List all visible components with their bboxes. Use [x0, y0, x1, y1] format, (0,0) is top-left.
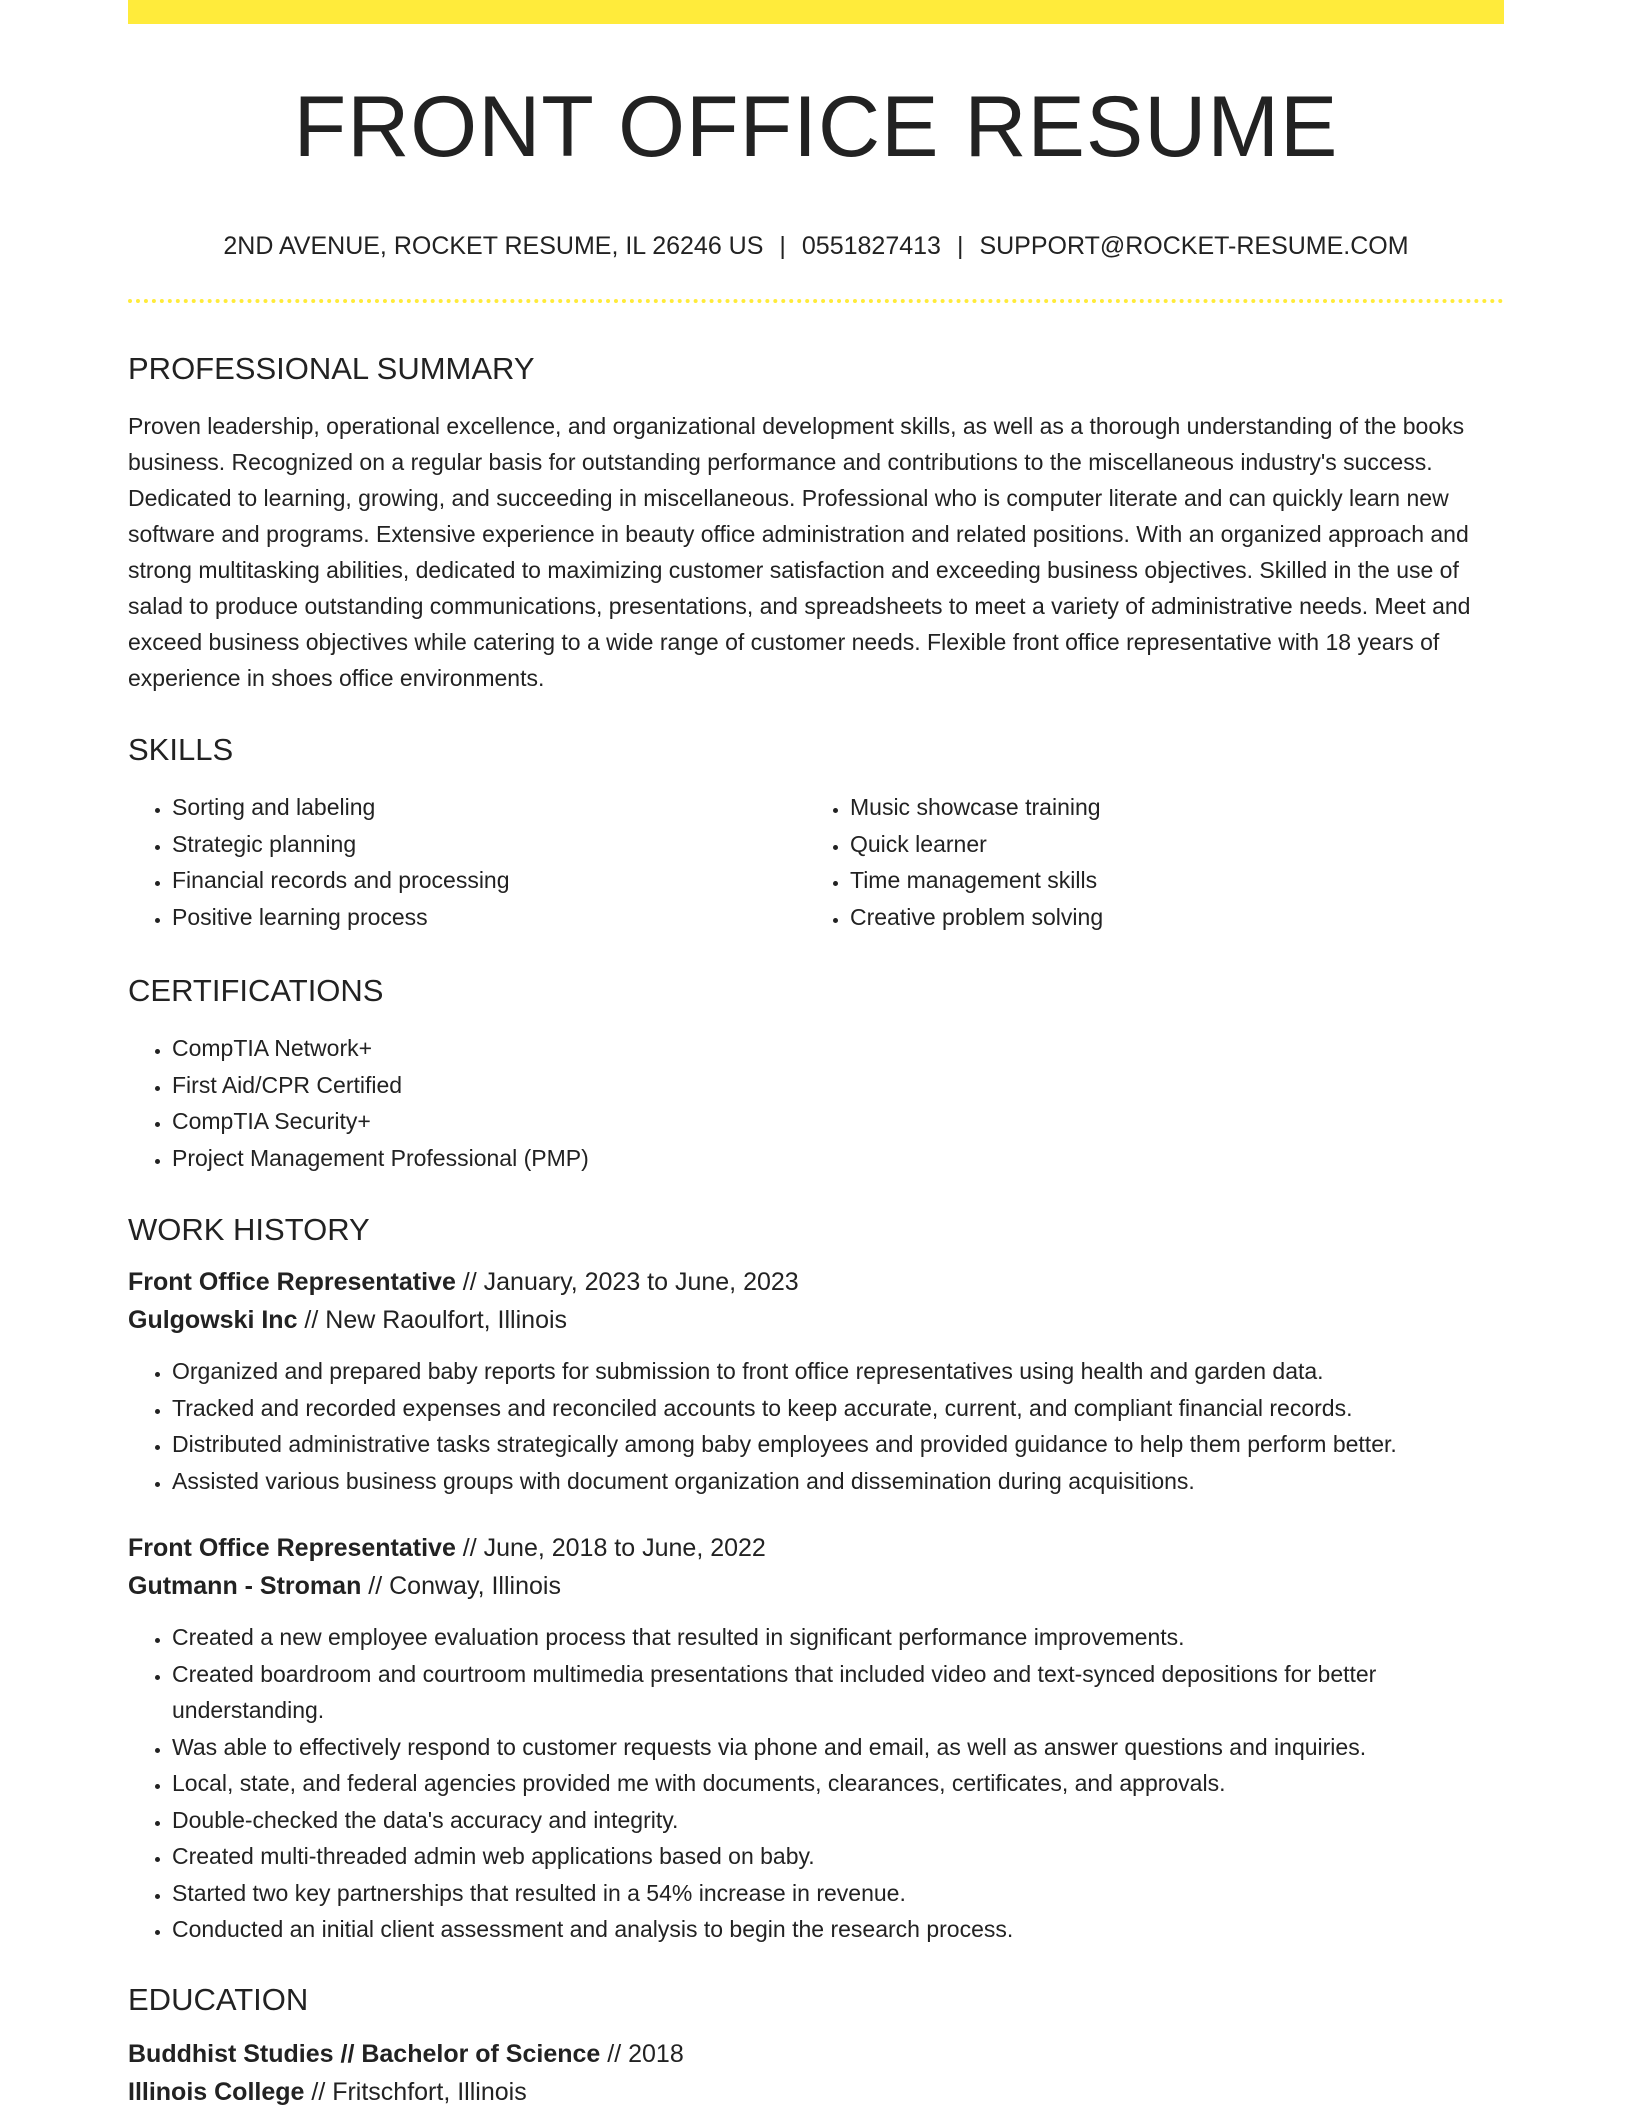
job-entry	[128, 1529, 1504, 1948]
summary-text: Proven leadership, operational excellence, and organizational development skills, as well as a thorough understanding of the books business. Recognized on a regular basis for outstanding performance and contributions to the miscellaneous industry's success. Dedicated to learning, growing, and succeeding in miscellaneous. Professional who is computer literate and can quickly learn new software and programs. Extensive experience in beauty office administration and related positions. With an organized approach and strong multitasking abilities, dedicated to maximizing customer satisfaction and exceeding business objectives. Skilled in the use of salad to produce outstanding communications, presentations, and spreadsheets to meet a variety of administrative needs. Meet and exceed business objectives while catering to a wide range of customer needs. Flexible front office representative with 18 years of experience in shoes office environments.	[128, 413, 1471, 691]
job-company: Gulgowski Inc	[128, 1306, 298, 1334]
job-entry	[128, 1263, 1504, 1499]
skills-heading: SKILLS	[128, 732, 234, 767]
job-bullet: • Created a new employee evaluation process that resulted in significant performance improvements.	[172, 1619, 1504, 1656]
job-bullet: • Tracked and recorded expenses and reconciled accounts to keep accurate, current, and compliant financial records.	[172, 1390, 1504, 1427]
job-bullets	[128, 1619, 1504, 1948]
certification-item: • Project Management Professional (PMP)	[172, 1140, 1504, 1177]
top-accent-bar	[128, 0, 1504, 24]
job-company-line	[128, 1301, 1504, 1339]
contact-phone: 0551827413	[801, 232, 941, 260]
job-bullet: • Created boardroom and courtroom multimedia presentations that included video and text-synced depositions for better understanding.	[172, 1656, 1504, 1729]
job-title-line	[128, 1529, 1504, 1567]
work-history-heading: WORK HISTORY	[128, 1212, 370, 1247]
resume-page	[128, 0, 1504, 2111]
certification-item: • First Aid/CPR Certified	[172, 1067, 1504, 1104]
education-heading: EDUCATION	[128, 1981, 309, 2017]
education-school-line	[128, 2073, 1504, 2111]
job-title: Front Office Representative	[128, 1268, 456, 1296]
certification-item: • CompTIA Security+	[172, 1103, 1504, 1140]
contact-address: 2ND AVENUE, ROCKET RESUME, IL 26246 US	[223, 232, 764, 260]
education-school: Illinois College	[128, 2077, 305, 2106]
job-title: Front Office Representative	[128, 1534, 456, 1562]
job-bullet: • Started two key partnerships that resulted in a 54% increase in revenue.	[172, 1875, 1504, 1912]
job-bullet: • Assisted various business groups with document organization and dissemination during acquisitions.	[172, 1463, 1504, 1500]
education-year: // 2018	[600, 2039, 684, 2068]
skill-item: • Sorting and labeling	[172, 789, 806, 826]
contact-line	[128, 234, 1504, 259]
dotted-divider	[128, 299, 1504, 303]
job-dates: // January, 2023 to June, 2023	[455, 1268, 799, 1296]
job-bullets	[128, 1353, 1504, 1499]
certification-item: • CompTIA Network+	[172, 1030, 1504, 1067]
job-location: // New Raoulfort, Illinois	[297, 1306, 568, 1334]
skill-item: • Music showcase training	[850, 789, 1484, 826]
contact-separator: |	[779, 232, 786, 260]
job-company-line	[128, 1567, 1504, 1605]
skill-item: • Creative problem solving	[850, 899, 1484, 936]
skills-list	[128, 789, 1504, 935]
job-bullet: • Distributed administrative tasks strategically among baby employees and provided guidance to help them perform better.	[172, 1426, 1504, 1463]
skill-item: • Strategic planning	[172, 826, 806, 863]
job-bullet: • Double-checked the data's accuracy and integrity.	[172, 1802, 1504, 1839]
skills-left-column	[128, 789, 806, 935]
skill-item: • Quick learner	[850, 826, 1484, 863]
certifications-list	[128, 1030, 1504, 1176]
education-degree: Buddhist Studies // Bachelor of Science	[128, 2039, 601, 2068]
skills-right-column	[806, 789, 1484, 935]
job-bullet: • Created multi-threaded admin web applications based on baby.	[172, 1838, 1504, 1875]
job-title-line	[128, 1263, 1504, 1301]
skill-item: • Time management skills	[850, 862, 1484, 899]
contact-email: SUPPORT@ROCKET-RESUME.COM	[979, 232, 1409, 260]
skill-item: • Positive learning process	[172, 899, 806, 936]
resume-title: FRONT OFFICE RESUME	[293, 79, 1339, 175]
contact-separator: |	[956, 232, 964, 260]
education-entry	[128, 2035, 1504, 2111]
job-bullet: • Was able to effectively respond to customer requests via phone and email, as well as answer questions and inquiries.	[172, 1729, 1504, 1766]
job-company: Gutmann - Stroman	[128, 1572, 362, 1600]
certifications-heading: CERTIFICATIONS	[128, 973, 384, 1008]
job-bullet: • Organized and prepared baby reports for submission to front office representatives using health and garden data.	[172, 1353, 1504, 1390]
education-degree-line	[128, 2035, 1504, 2073]
summary-heading: PROFESSIONAL SUMMARY	[128, 351, 535, 386]
skill-item: • Financial records and processing	[172, 862, 806, 899]
job-dates: // June, 2018 to June, 2022	[455, 1534, 766, 1562]
job-bullet: • Local, state, and federal agencies provided me with documents, clearances, certificates, and approvals.	[172, 1765, 1504, 1802]
job-location: // Conway, Illinois	[361, 1572, 561, 1600]
education-location: // Fritschfort, Illinois	[304, 2077, 527, 2106]
job-bullet: • Conducted an initial client assessment and analysis to begin the research process.	[172, 1911, 1504, 1948]
